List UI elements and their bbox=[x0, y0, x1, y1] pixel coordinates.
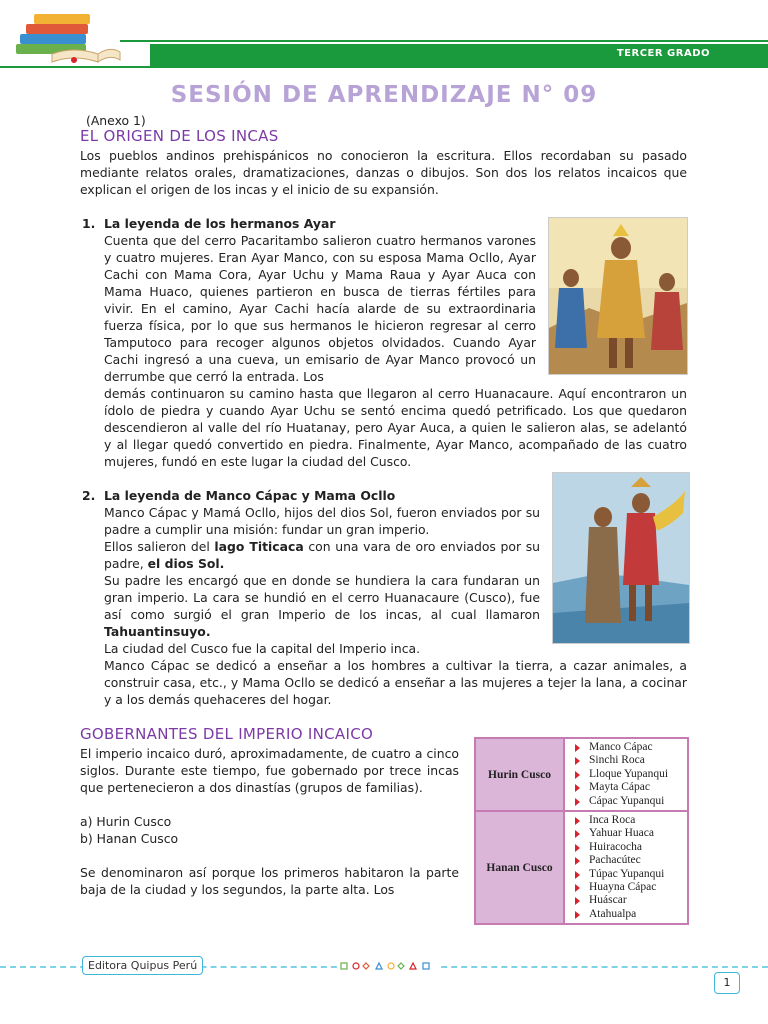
legend1-number: 1. bbox=[82, 216, 96, 231]
sun-god-text: el dios Sol. bbox=[147, 556, 225, 571]
section-heading-origin: EL ORIGEN DE LOS INCAS bbox=[80, 127, 279, 145]
rulers-list bbox=[564, 738, 688, 811]
page-number: 1 bbox=[714, 972, 740, 994]
rulers-list bbox=[564, 811, 688, 924]
intro-paragraph: Los pueblos andinos prehispánicos no conocieron la escritura. Ellos recordaban su pasado mediante relatos orales, dramatizaciones, danzas o dibujos. Son dos los relatos incaicos que explican el origen de los incas y el inicio de su expansión. bbox=[80, 148, 687, 197]
publisher-label: Editora Quipus Perú bbox=[82, 956, 203, 975]
list-item: Cápac Yupanqui bbox=[575, 795, 679, 808]
dynasty-option-a: a) Hurin Cusco bbox=[80, 814, 172, 829]
list-item: Huayna Cápac bbox=[575, 881, 679, 894]
decorative-shapes-icon bbox=[338, 960, 438, 972]
lake-titicaca-text: lago Titicaca bbox=[214, 539, 304, 554]
list-item: Manco Cápac bbox=[575, 741, 679, 754]
list-item: Inca Roca bbox=[575, 814, 679, 827]
list-item: Lloque Yupanqui bbox=[575, 768, 679, 781]
grade-label: TERCER GRADO bbox=[616, 48, 710, 59]
header-underline bbox=[0, 66, 768, 68]
manco-capac-illustration bbox=[552, 472, 690, 644]
list-item: Atahualpa bbox=[575, 908, 679, 921]
legend1-title: La leyenda de los hermanos Ayar bbox=[104, 216, 336, 231]
legend1-text-b: demás continuaron su camino hasta que llegaron al cerro Huanacaure. Aquí encontraron un ídolo de piedra y cuando Ayar Uchu se sentó encima quedó petrificado. Los que quedaron descendieron al valle del río Huatanay, pero Ayar Auca, a quien le salieron alas, se adelantó y al llegar quedó convertido en piedra. Finalmente, Ayar Manco, acompañado de las cuatro mujeres, fundó en este lugar la ciudad del Cusco. bbox=[104, 386, 687, 469]
list-item: Mayta Cápac bbox=[575, 781, 679, 794]
legend2-paragraph-5: Manco Cápac se dedicó a enseñar a los hombres a cultivar la tierra, a cazar animales, a construir casa, etc., y Mama Ocllo se dedicó a enseñar a las mujeres a tejer la lana, a cocinar y a los demás quehaceres del hogar. bbox=[104, 658, 687, 707]
annex-label: (Anexo 1) bbox=[86, 113, 146, 128]
rulers-paragraph-1: El imperio incaico duró, aproximadamente, de cuatro a cinco siglos. Durante este tiempo, fue gobernado por trece incas que pertenecieron a dos dinastías (grupos de familias). bbox=[80, 746, 459, 795]
tahuantinsuyo-text: Tahuantinsuyo. bbox=[104, 624, 211, 639]
table-row bbox=[475, 811, 688, 924]
legend2-number: 2. bbox=[82, 488, 96, 503]
table-row bbox=[475, 738, 688, 811]
ayar-brothers-illustration bbox=[548, 217, 688, 375]
legend2-paragraph-2: Ellos salieron del lago Titicaca con una vara de oro enviados por su padre, el dios Sol. bbox=[104, 539, 541, 571]
list-item: Pachacútec bbox=[575, 854, 679, 867]
rulers-table bbox=[474, 737, 689, 925]
list-item: Túpac Yupanqui bbox=[575, 868, 679, 881]
list-item: Sinchi Roca bbox=[575, 754, 679, 767]
legend2-paragraph-3: Su padre les encargó que en donde se hundiera la cara fundaran un gran imperio. La cara se hundió en el cerro Huanacaure (Cusco), fue así como surgió el gran Imperio de los incas, al cual llamaron Tahuantinsuyo. bbox=[104, 573, 540, 639]
books-icon bbox=[12, 10, 122, 66]
legend2-paragraph-1: Manco Cápac y Mamá Ocllo, hijos del dios Sol, fueron enviados por su padre a cumplir una misión: fundar un gran imperio. bbox=[104, 505, 540, 537]
list-item: Yahuar Huaca bbox=[575, 827, 679, 840]
list-item: Huiracocha bbox=[575, 841, 679, 854]
legend2-paragraph-4: La ciudad del Cusco fue la capital del Imperio inca. bbox=[104, 641, 421, 656]
legend2-title: La leyenda de Manco Cápac y Mama Ocllo bbox=[104, 488, 396, 503]
rulers-paragraph-2: Se denominaron así porque los primeros habitaron la parte baja de la ciudad y los segundos, la parte alta. Los bbox=[80, 865, 459, 897]
list-item: Huáscar bbox=[575, 894, 679, 907]
legend1-text-a: Cuenta que del cerro Pacaritambo salieron cuatro hermanos varones y cuatro mujeres. Eran Ayar Manco, con su esposa Mama Ocllo, Ayar Cachi con Mama Cora, Ayar Uchu y Mama Raua y Ayar Auca con Mama Huaco, quienes partieron en busca de tierras fértiles para vivir. En el camino, Ayar Cachi hacía alarde de su extraordinaria fuerza física, por lo que sus hermanos le hicieron regresar al cerro Tamputoco para recoger algunos objetos olvidados. Cuando Ayar Cachi ingresó a una cueva, un emisario de Ayar Manco provocó un derrumbe que cerró la entrada. Los bbox=[104, 233, 536, 384]
header-line bbox=[120, 40, 768, 42]
dynasty-name: Hurin Cusco bbox=[475, 738, 564, 811]
section-heading-rulers: GOBERNANTES DEL IMPERIO INCAICO bbox=[80, 725, 374, 743]
page-title: SESIÓN DE APRENDIZAJE N° 09 bbox=[170, 82, 598, 108]
dynasty-name: Hanan Cusco bbox=[475, 811, 564, 924]
dynasty-option-b: b) Hanan Cusco bbox=[80, 831, 179, 846]
